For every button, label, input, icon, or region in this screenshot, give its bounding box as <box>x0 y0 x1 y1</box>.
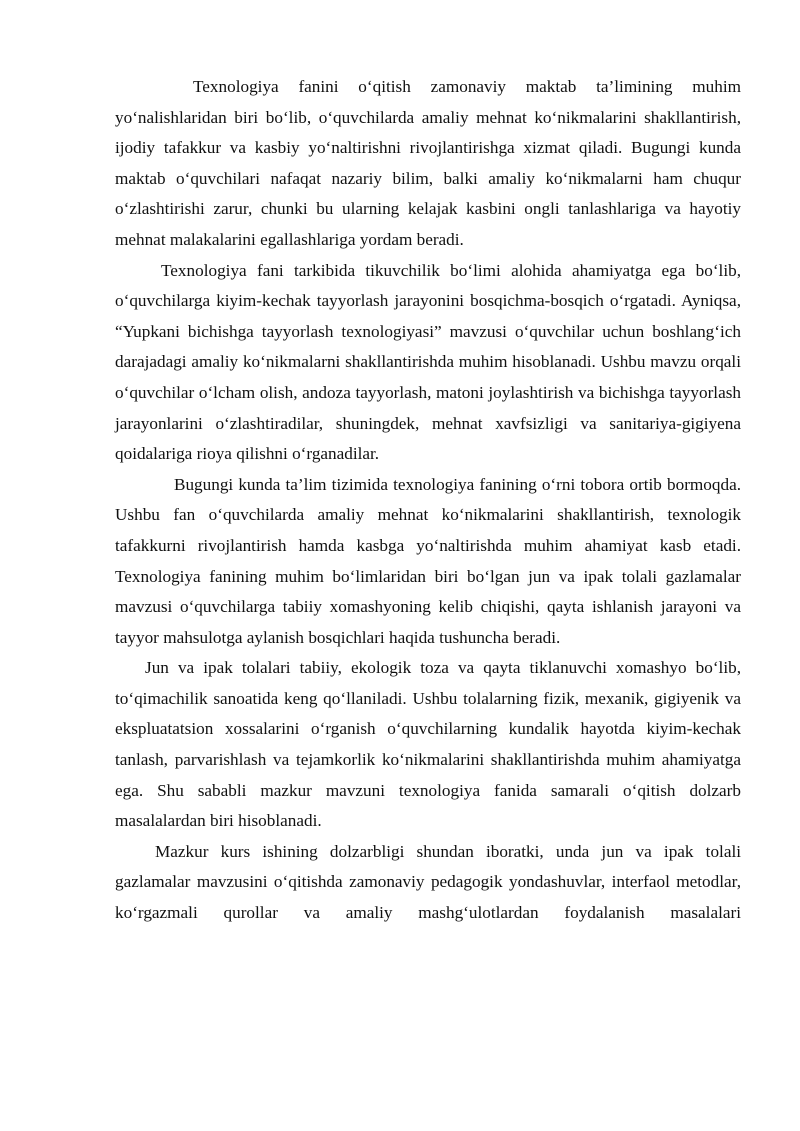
paragraph-relevance-wrapper <box>115 837 741 929</box>
paragraph-wool-silk-fibers: Jun va ipak tolalari tabiiy, ekologik toza va qayta tiklanuvchi xomashyo bo‘lib, to‘qimachilik sanoatida keng qo‘llaniladi. Ushbu tolalarning fizik, mexanik, gigiyenik va ekspluatatsion xossalarini o‘rganish o‘quvchilarning kundalik hayotda kiyim-kechak tanlash, parvarishlash va tejamkorlik ko‘nikmalarini shakllantirishda muhim ahamiyatga ega. Shu sababli mazkur mavzuni texnologiya fanida samarali o‘qitish dolzarb masalalardan biri hisoblanadi. <box>115 658 741 831</box>
paragraph-sewing-section: Texnologiya fani tarkibida tikuvchilik bo‘limi alohida ahamiyatga ega bo‘lib, o‘quvchilarga kiyim-kechak tayyorlash jarayonini bosqichma-bosqich o‘rgatadi. Ayniqsa, “Yupkani bichishga tayyorlash texnologiyasi” mavzusi o‘quvchilar uchun boshlang‘ich darajadagi amaliy ko‘nikmalarni shakllantirishda muhim hisoblanadi. Ushbu mavzu orqali o‘quvchilar o‘lcham olish, andoza tayyorlash, matoni joylashtirish va bichishga tayyorlash jarayonlarini o‘zlashtiradilar, shuningdek, mehnat xavfsizligi va sanitariya-gigiyena qoidalariga rioya qilishni o‘rganadilar. <box>115 260 741 464</box>
document-page <box>115 72 741 929</box>
paragraph-course-relevance: Mazkur kurs ishining dolzarbligi shundan iboratki, unda jun va ipak tolali gazlamalar mavzusini o‘qitishda zamonaviy pedagogik yondashuvlar, interfaol metodlar, ko‘rgazmali qurollar va amaliy mashg‘ulotlardan foydalanish masalalari <box>115 841 741 923</box>
paragraph-introduction: Texnologiya fanini o‘qitish zamonaviy maktab ta’limining muhim yo‘nalishlaridan biri bo‘lib, o‘quvchilarda amaliy mehnat ko‘nikmalarini shakllantirish, ijodiy tafakkur va kasbiy yo‘naltirishni rivojlantirishga xizmat qiladi. Bugungi kunda maktab o‘quvchilari nafaqat nazariy bilim, balki amaliy ko‘nikmalarni ham chuqur o‘zlashtirishi zarur, chunki bu ularning kelajak kasbini ongli tanlashlariga va hayotiy mehnat malakalarini egallashlariga yordam beradi. <box>115 77 741 249</box>
paragraph-technology-role: Bugungi kunda ta’lim tizimida texnologiya fanining o‘rni tobora ortib bormoqda. Ushbu fan o‘quvchilarda amaliy mehnat ko‘nikmalarini shakllantirish, texnologik tafakkurni rivojlantirish hamda kasbga yo‘naltirishda muhim ahamiyat kasb etadi. Texnologiya fanining muhim bo‘limlaridan biri bo‘lgan jun va ipak tolali gazlamalar mavzusi o‘quvchilarga tabiiy xomashyoning kelib chiqishi, qayta ishlanish jarayoni va tayyor mahsulotga aylanish bosqichlari haqida tushuncha beradi. <box>115 474 741 647</box>
